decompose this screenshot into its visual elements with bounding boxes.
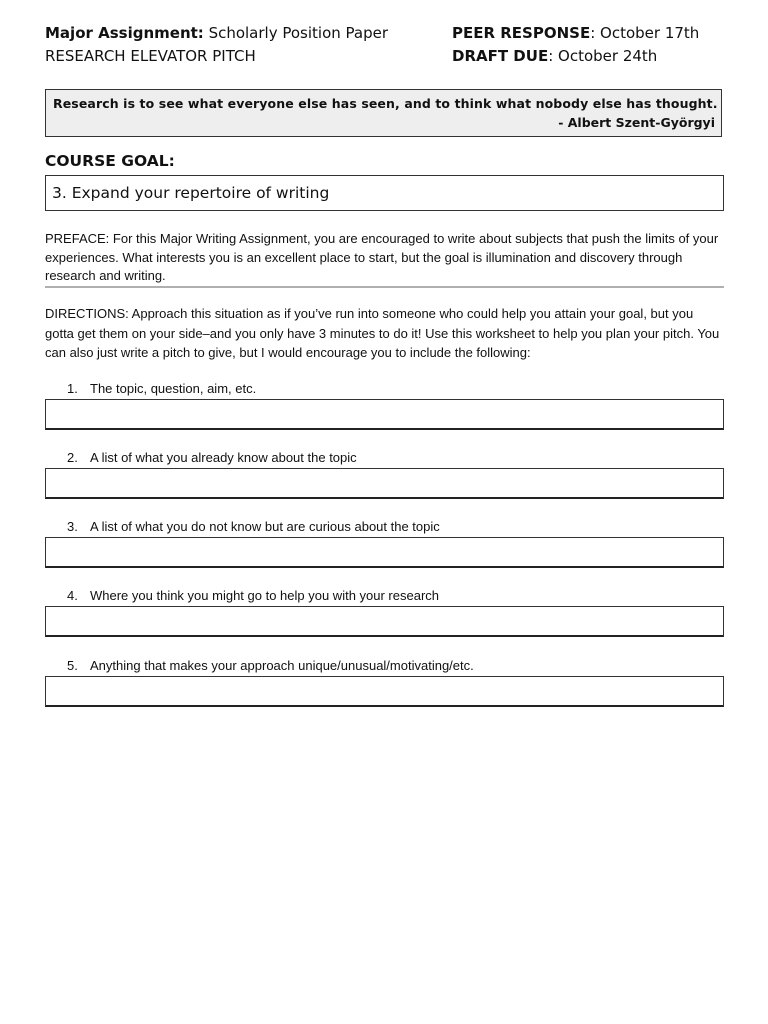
course-goal-value: 3. Expand your repertoire of writing — [52, 184, 330, 202]
prompt-text: Anything that makes your approach unique/unusual/motivating/etc. — [90, 658, 474, 673]
assignment-line — [45, 22, 445, 45]
quote-text: Research is to see what everyone else has seen, and to think what nobody else has thought. — [53, 96, 718, 111]
header-left — [45, 22, 445, 68]
quote-author: - Albert Szent-Györgyi — [558, 115, 715, 130]
prompt-number: 2. — [67, 450, 78, 465]
preface-paragraph: PREFACE: For this Major Writing Assignment, you are encouraged to write about subjects that push the limits of your experiences. What interests you is an excellent place to start, but the goal is illumination and discovery through research and writing. — [45, 231, 719, 283]
prompt-text: A list of what you already know about the topic — [90, 450, 357, 465]
answer-field-2[interactable] — [45, 468, 724, 499]
assignment-title: Scholarly Position Paper — [203, 24, 389, 42]
prompt-text: The topic, question, aim, etc. — [90, 381, 257, 396]
prompt-number: 1. — [67, 381, 78, 396]
prompt-number: 3. — [67, 519, 78, 534]
answer-field-1[interactable] — [45, 399, 724, 430]
worksheet-subtitle: RESEARCH ELEVATOR PITCH — [45, 47, 256, 65]
prompt-label — [67, 657, 474, 674]
course-goal-label: COURSE GOAL: — [45, 152, 175, 170]
header-right — [452, 22, 724, 68]
directions-paragraph: DIRECTIONS: Approach this situation as if you’ve run into someone who could help you attain your goal, but you gotta get them on your side–and you only have 3 minutes to do it! Use this worksheet to help you plan your pitch. You can also just write a pitch to give, but I would encourage you to include the following: — [45, 306, 720, 360]
course-goal-box — [45, 175, 724, 211]
draft-due-line — [452, 45, 724, 68]
prompt-label — [67, 380, 256, 397]
prompt-label — [67, 449, 357, 466]
prompt-number: 5. — [67, 658, 78, 673]
prompt-text: A list of what you do not know but are curious about the topic — [90, 519, 440, 534]
assignment-header — [45, 22, 724, 70]
assignment-label: Major Assignment: — [45, 24, 204, 42]
answer-field-5[interactable] — [45, 676, 724, 707]
answer-field-3[interactable] — [45, 537, 724, 568]
peer-response-date: : October 17th — [590, 24, 700, 42]
prompt-number: 4. — [67, 588, 78, 603]
prompt-label — [67, 518, 440, 535]
peer-response-label: PEER RESPONSE — [452, 24, 591, 42]
draft-due-label: DRAFT DUE — [452, 47, 549, 65]
section-divider — [45, 286, 724, 288]
draft-due-date: : October 24th — [548, 47, 658, 65]
answer-field-4[interactable] — [45, 606, 724, 637]
prompt-text: Where you think you might go to help you with your research — [90, 588, 440, 603]
prompt-label — [67, 587, 439, 604]
quote-box — [45, 89, 722, 137]
peer-response-line — [452, 22, 724, 45]
